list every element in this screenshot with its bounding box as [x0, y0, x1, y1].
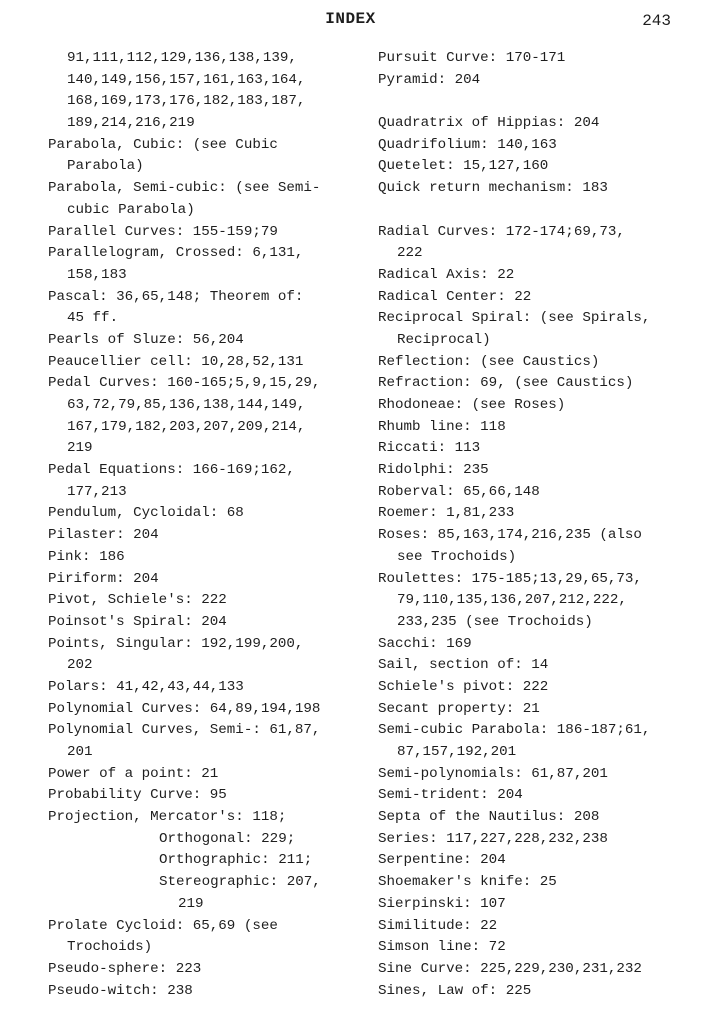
- index-entry-line: Semi-trident: 204: [378, 787, 523, 804]
- index-entry-line: 79,110,135,136,207,212,222,: [397, 592, 627, 609]
- index-entry-line: 45 ff.: [67, 310, 119, 327]
- index-entry-line: 233,235 (see Trochoids): [397, 613, 593, 630]
- index-entry-line: Sail, section of: 14: [378, 657, 549, 674]
- index-entry-line: Parabola, Cubic: (see Cubic: [48, 136, 278, 153]
- index-entry-line: Shoemaker's knife: 25: [378, 874, 557, 891]
- index-entry-line: Sierpinski: 107: [378, 895, 506, 912]
- index-entry-line: 91,111,112,129,136,138,139,: [67, 50, 297, 66]
- index-entry-line: 222: [397, 245, 423, 262]
- index-entry-line: Schiele's pivot: 222: [378, 678, 549, 695]
- index-entry-line: Reflection: (see Caustics): [378, 353, 600, 370]
- index-entry-line: see Trochoids): [397, 548, 517, 565]
- index-entry-line: 168,169,173,176,182,183,187,: [67, 93, 306, 110]
- index-entry-line: Prolate Cycloid: 65,69 (see: [48, 917, 278, 934]
- index-entry-line: Rhodoneae: (see Roses): [378, 397, 566, 413]
- index-entry-line: Semi-cubic Parabola: 186-187;61,: [378, 722, 651, 739]
- index-entry-line: Piriform: 204: [48, 570, 159, 587]
- index-entry-line: Septa of the Nautilus: 208: [378, 809, 600, 826]
- index-entry-line: Series: 117,227,228,232,238: [378, 830, 608, 847]
- index-column-right: [378, 48, 698, 1002]
- index-entry-line: Points, Singular: 192,199,200,: [48, 635, 304, 652]
- index-entry-line: 140,149,156,157,161,163,164,: [67, 71, 306, 88]
- index-entry-line: Quadrifolium: 140,163: [378, 136, 557, 153]
- index-entry-line: Radial Curves: 172-174;69,73,: [378, 223, 625, 240]
- index-entry-line: 63,72,79,85,136,138,144,149,: [67, 397, 306, 413]
- index-entry-line: cubic Parabola): [67, 201, 195, 218]
- index-entry-line: Pivot, Schiele's: 222: [48, 592, 227, 609]
- index-entry-line: Pursuit Curve: 170-171: [378, 50, 566, 66]
- index-entry-line: Pilaster: 204: [48, 527, 159, 544]
- index-entry-line: Parabola): [67, 158, 144, 175]
- index-entry-line: Riccati: 113: [378, 440, 481, 457]
- index-entry-line: Reciprocal Spiral: (see Spirals,: [378, 310, 651, 327]
- index-entry-line: Radical Center: 22: [378, 288, 532, 305]
- index-entry-line: Serpentine: 204: [378, 852, 506, 869]
- index-entry-line: Roses: 85,163,174,216,235 (also: [378, 527, 642, 544]
- page-number: 243: [642, 12, 671, 30]
- index-entry-line: Pink: 186: [48, 548, 125, 565]
- index-entry-line: Pseudo-witch: 238: [48, 982, 193, 999]
- index-entry-line: Power of a point: 21: [48, 765, 219, 782]
- index-entry-line: Quetelet: 15,127,160: [378, 158, 549, 175]
- index-entry-line: Reciprocal): [397, 331, 491, 348]
- index-entry-line: 219: [178, 895, 204, 912]
- index-entry-line: Pedal Curves: 160-165;5,9,15,29,: [48, 375, 321, 392]
- section-gap: [378, 91, 698, 113]
- index-entry-line: Semi-polynomials: 61,87,201: [378, 765, 608, 782]
- index-entry-line: Projection, Mercator's: 118;: [48, 809, 287, 826]
- index-entry-line: Sacchi: 169: [378, 635, 472, 652]
- index-entry-line: Refraction: 69, (see Caustics): [378, 375, 634, 392]
- index-entry-line: Parallelogram, Crossed: 6,131,: [48, 245, 304, 262]
- index-entry-line: Stereographic: 207,: [159, 874, 321, 891]
- index-entry-line: Probability Curve: 95: [48, 787, 227, 804]
- index-entry-line: Orthographic: 211;: [159, 852, 313, 869]
- index-entry-line: Poinsot's Spiral: 204: [48, 613, 227, 630]
- index-entry-line: Roulettes: 175-185;13,29,65,73,: [378, 570, 642, 587]
- index-entry-line: Pseudo-sphere: 223: [48, 960, 202, 977]
- index-entry-line: 202: [67, 657, 93, 674]
- index-entry-line: Pearls of Sluze: 56,204: [48, 331, 244, 348]
- index-entry-line: Parabola, Semi-cubic: (see Semi-: [48, 180, 321, 197]
- index-entry-line: Sines, Law of: 225: [378, 982, 532, 999]
- index-entry-line: Polynomial Curves, Semi-: 61,87,: [48, 722, 321, 739]
- index-entry-line: Trochoids): [67, 939, 153, 956]
- index-entry-line: Simson line: 72: [378, 939, 506, 956]
- index-entry-line: 158,183: [67, 266, 127, 283]
- index-column-left: [48, 48, 368, 1002]
- index-entry-line: Rhumb line: 118: [378, 418, 506, 435]
- index-entry-line: 87,157,192,201: [397, 744, 517, 760]
- index-entry-line: Pendulum, Cycloidal: 68: [48, 505, 244, 522]
- index-entry-line: Polynomial Curves: 64,89,194,198: [48, 700, 321, 717]
- index-entry-line: 189,214,216,219: [67, 115, 195, 132]
- section-gap: [378, 200, 698, 222]
- index-entry-line: Ridolphi: 235: [378, 462, 489, 479]
- index-entry-line: Quick return mechanism: 183: [378, 180, 608, 197]
- index-entry-line: Parallel Curves: 155-159;79: [48, 223, 278, 240]
- page-title: INDEX: [325, 10, 376, 28]
- index-entry-line: 201: [67, 744, 93, 760]
- index-entry-line: Pascal: 36,65,148; Theorem of:: [48, 288, 304, 305]
- index-entry-line: Sine Curve: 225,229,230,231,232: [378, 960, 642, 977]
- index-entry-line: Orthogonal: 229;: [159, 830, 296, 847]
- index-entry-line: Secant property: 21: [378, 700, 540, 717]
- index-entry-line: Quadratrix of Hippias: 204: [378, 115, 600, 132]
- index-entry-line: Roemer: 1,81,233: [378, 505, 515, 522]
- index-entry-line: Roberval: 65,66,148: [378, 483, 540, 500]
- index-entry-line: 167,179,182,203,207,209,214,: [67, 418, 306, 435]
- index-entry-line: Polars: 41,42,43,44,133: [48, 678, 244, 695]
- index-entry-line: 219: [67, 440, 93, 457]
- index-entry-line: Radical Axis: 22: [378, 266, 515, 283]
- index-entry-line: Pyramid: 204: [378, 71, 481, 88]
- index-entry-line: Pedal Equations: 166-169;162,: [48, 462, 295, 479]
- index-entry-line: Peaucellier cell: 10,28,52,131: [48, 353, 304, 370]
- index-entry-line: Similitude: 22: [378, 917, 498, 934]
- index-entry-line: 177,213: [67, 483, 127, 500]
